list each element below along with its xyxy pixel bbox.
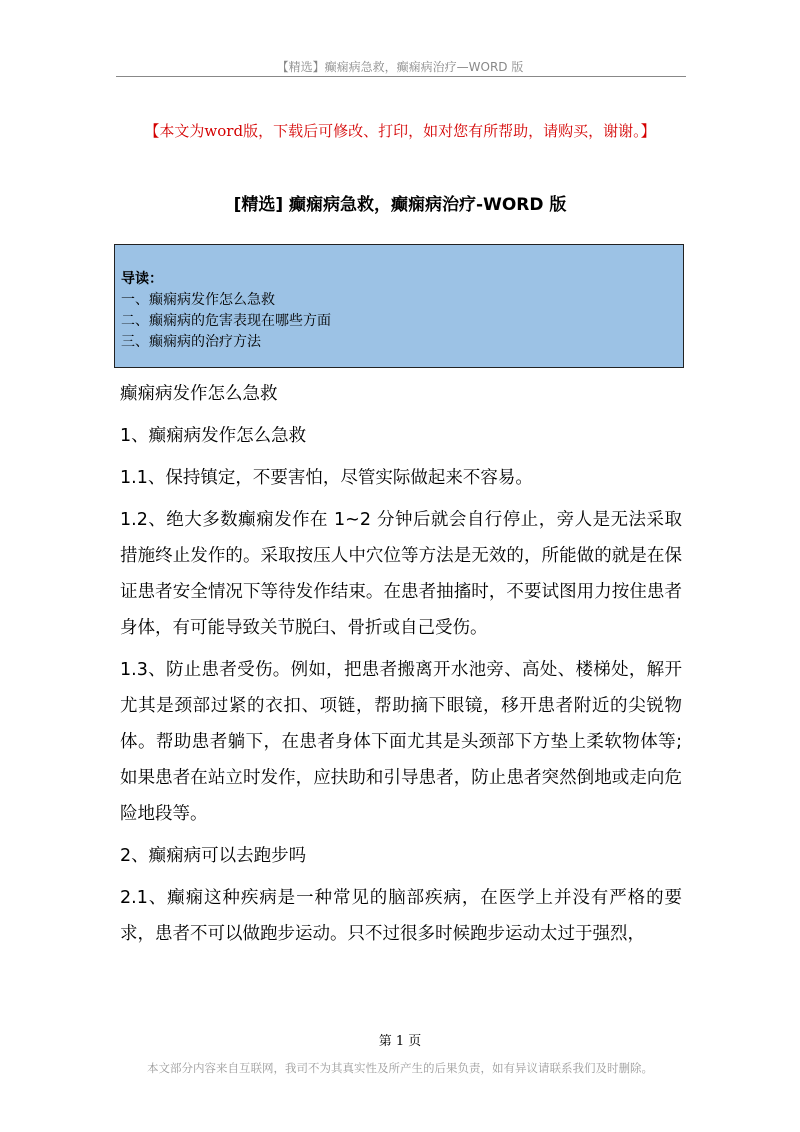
download-notice: 【本文为word版，下载后可修改、打印，如对您有所帮助，请购买，谢谢。】 (144, 122, 656, 140)
document-body (120, 376, 682, 958)
paragraph: 2.1、癫痫这种疾病是一种常见的脑部疾病，在医学上并没有严格的要求，患者不可以做跑步运动。只不过很多时候跑步运动太过于强烈， (120, 888, 682, 944)
page-number: 第 1 页 (378, 1034, 422, 1049)
footer-disclaimer: 本文部分内容来自互联网，我司不为其真实性及所产生的后果负责，如有异议请联系我们及时删除。 (147, 1061, 653, 1075)
subsection-heading: 2、癫痫病可以去跑步吗 (120, 846, 307, 866)
guide-item: 一、癫痫病发作怎么急救 (121, 292, 275, 308)
subsection-heading: 1、癫痫病发作怎么急救 (120, 426, 307, 446)
header-divider (116, 76, 686, 77)
guide-item: 二、癫痫病的危害表现在哪些方面 (121, 313, 331, 329)
guide-label: 导读： (121, 271, 163, 287)
section-heading: 癫痫病发作怎么急救 (120, 384, 278, 404)
paragraph: 1.1、保持镇定，不要害怕，尽管实际做起来不容易。 (120, 468, 533, 488)
guide-box (114, 244, 684, 368)
document-title: [精选] 癫痫病急救，癫痫病治疗-WORD 版 (233, 195, 567, 215)
paragraph: 1.2、绝大多数癫痫发作在 1~2 分钟后就会自行停止，旁人是无法采取措施终止发作的。采取按压人中穴位等方法是无效的，所能做的就是在保证患者安全情况下等待发作结束。在患者抽搐时，不要试图用力按住患者身体，有可能导致关节脱臼、骨折或自己受伤。 (120, 510, 682, 638)
paragraph: 1.3、防止患者受伤。例如，把患者搬离开水池旁、高处、楼梯处，解开尤其是颈部过紧的衣扣、项链，帮助摘下眼镜，移开患者附近的尖锐物体。帮助患者躺下，在患者身体下面尤其是头颈部下方垫上柔软物体等;如果患者在站立时发作，应扶助和引导患者，防止患者突然倒地或走向危险地段等。 (120, 660, 682, 824)
page-header-title: 【精选】癫痫病急救，癫痫病治疗—WORD 版 (276, 60, 524, 74)
guide-item: 三、癫痫病的治疗方法 (121, 334, 261, 350)
